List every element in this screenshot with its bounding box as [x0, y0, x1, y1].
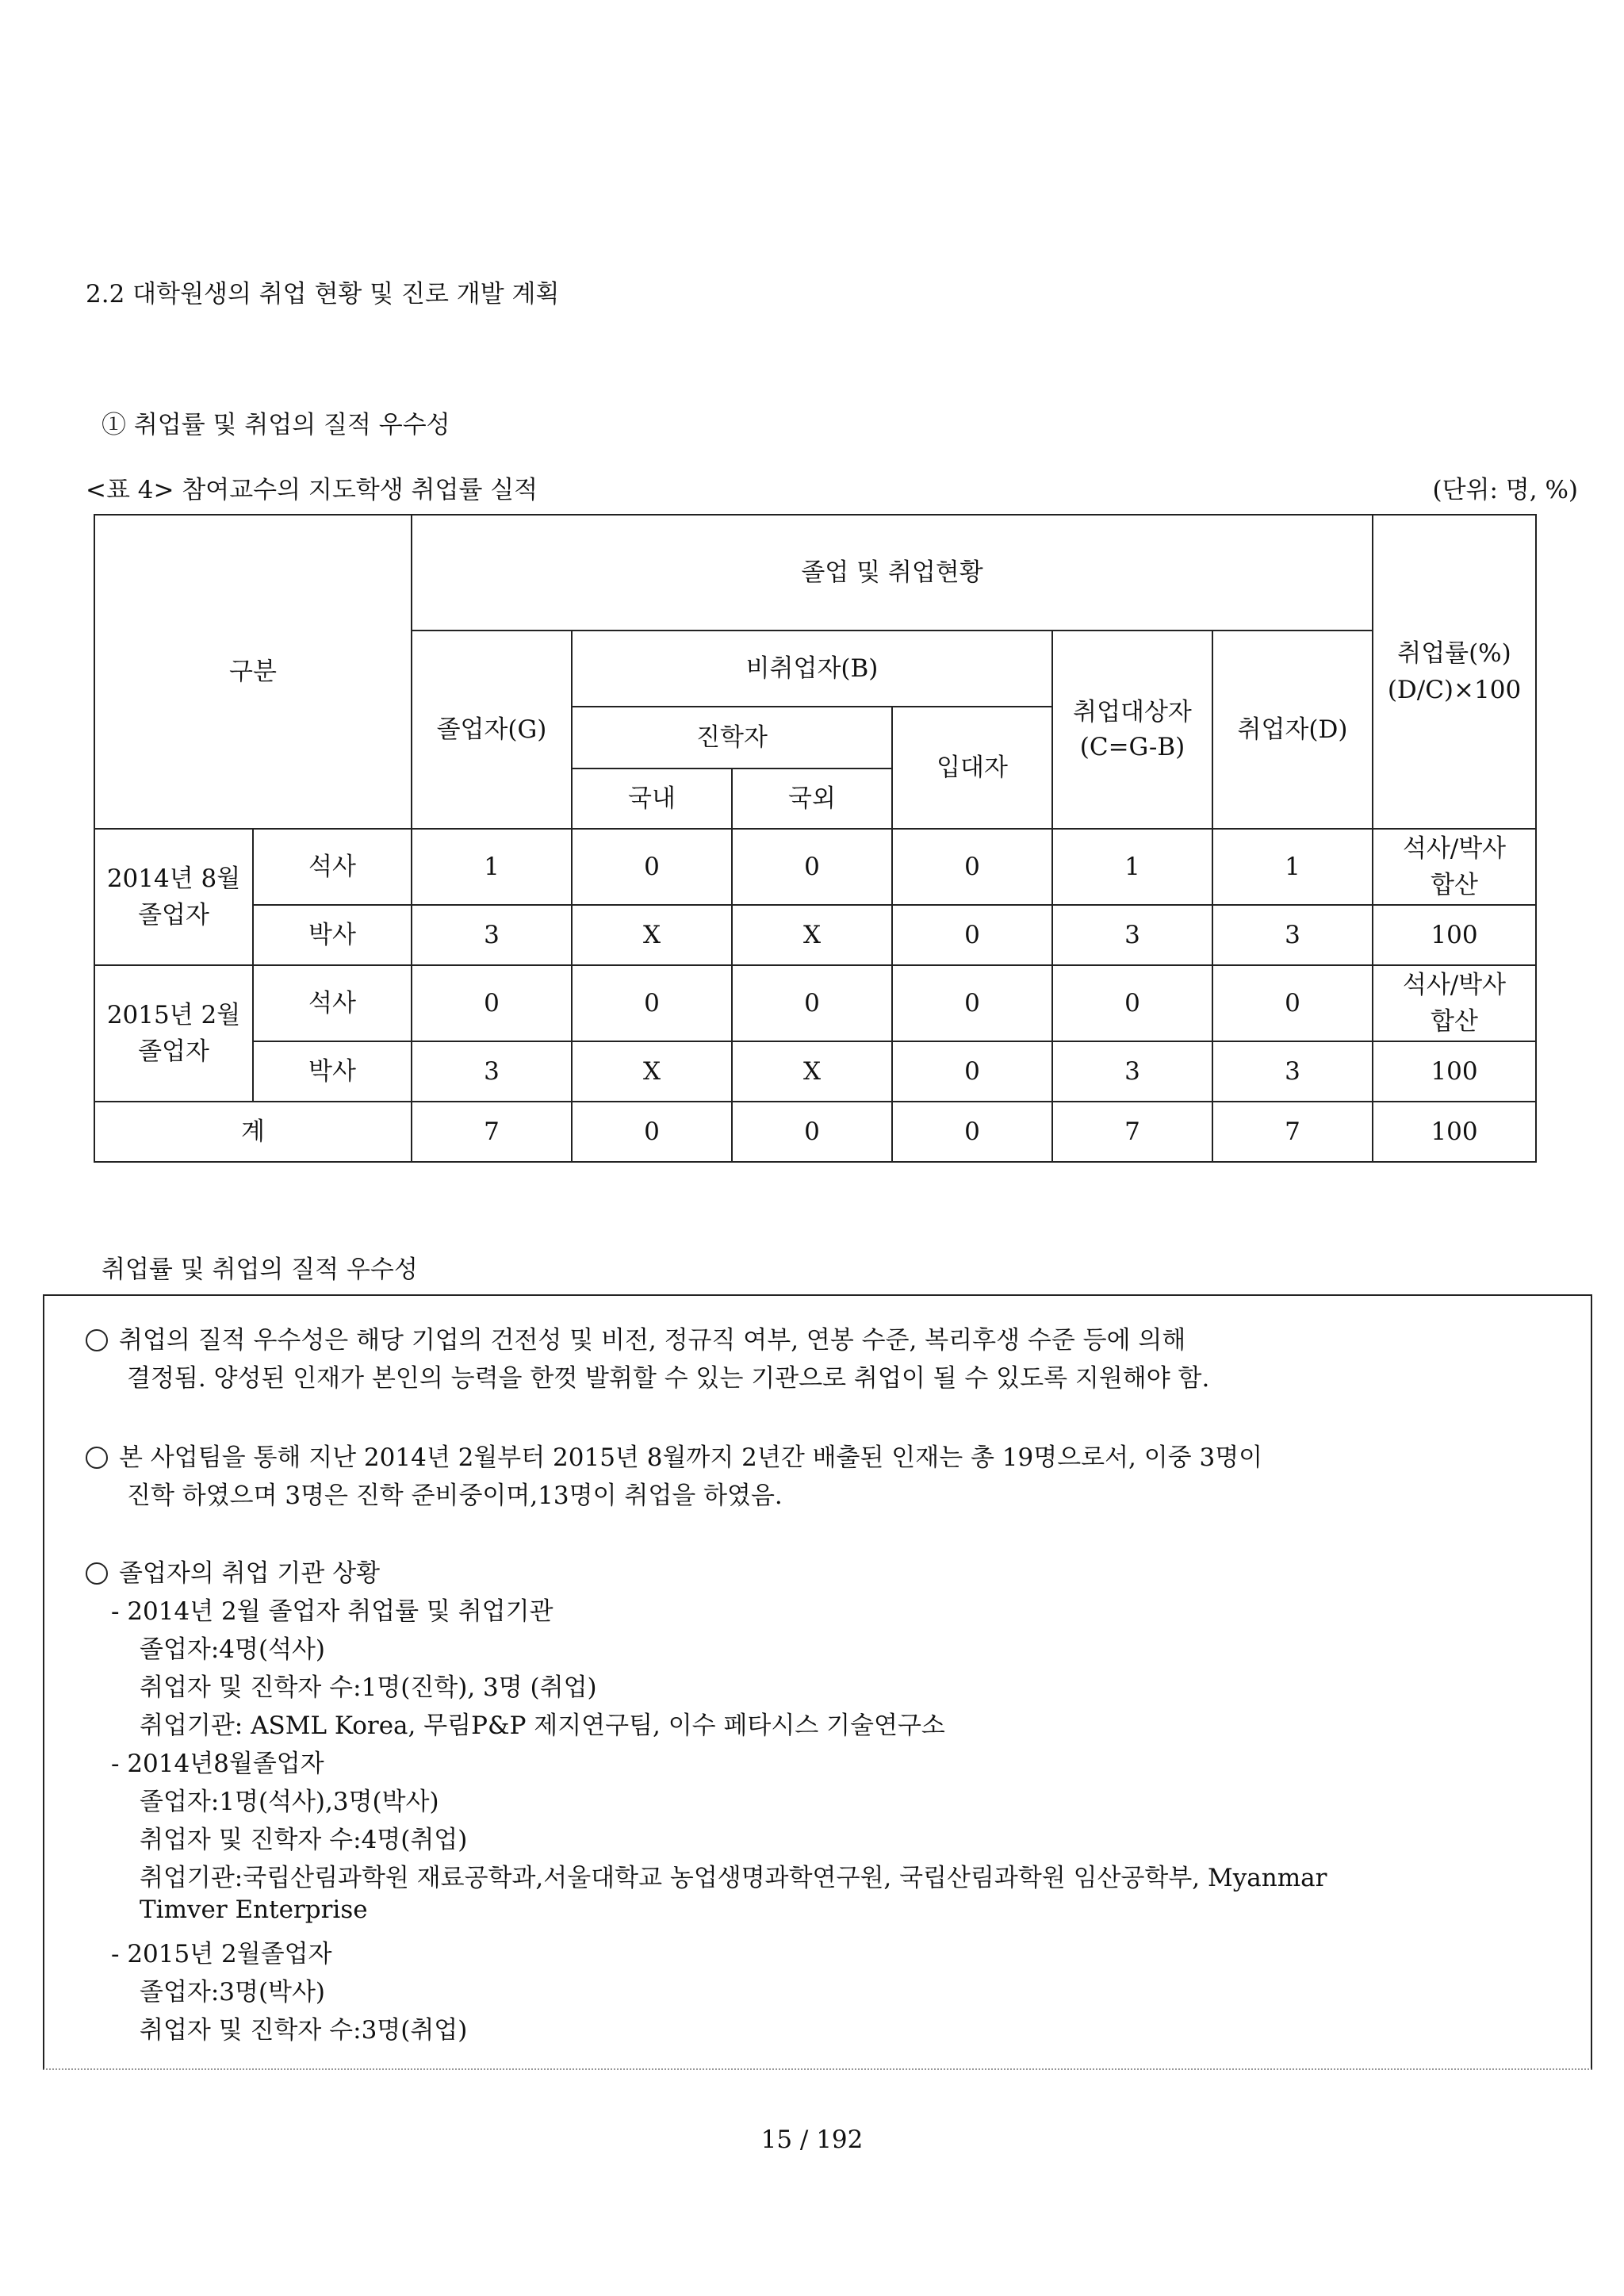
header-nonemployed: 비취업자(B): [572, 631, 1052, 707]
box-line: 취업자 및 진학자 수:1명(진학), 3명 (취업): [140, 1673, 597, 1702]
rate-cell: 100: [1373, 1102, 1536, 1162]
target-cell: 7: [1052, 1102, 1212, 1162]
employed-cell: 3: [1212, 905, 1373, 965]
degree-cell: 석사: [253, 829, 412, 905]
target-cell: 0: [1052, 965, 1212, 1041]
box-line: 취업기관:국립산림과학원 재료공학과,서울대학교 농업생명과학연구원, 국립산림과학원 임산공학부, Myanmar: [140, 1864, 1327, 1892]
box-line: 취업자 및 진학자 수:3명(취업): [140, 2016, 468, 2045]
header-graduates: 졸업자(G): [412, 631, 572, 829]
target-cell: 3: [1052, 905, 1212, 965]
overseas-cell: 0: [732, 965, 892, 1041]
header-rate: 취업률(%)(D/C)×100: [1373, 515, 1536, 829]
header-category: 구분: [94, 515, 412, 829]
graduates-cell: 7: [412, 1102, 572, 1162]
rate-cell: 석사/박사 합산: [1373, 965, 1536, 1041]
overseas-cell: 0: [732, 829, 892, 905]
box-line: 취업의 질적 우수성은 해당 기업의 건전성 및 비전, 정규직 여부, 연봉 수준, 복리후생 수준 등에 의해: [119, 1326, 1186, 1355]
rate-cell: 100: [1373, 905, 1536, 965]
header-employed: 취업자(D): [1212, 631, 1373, 829]
table-unit: (단위: 명, %): [1432, 476, 1578, 504]
page-number: 15 / 192: [760, 2125, 864, 2154]
domestic-cell: X: [572, 905, 732, 965]
graduates-cell: 3: [412, 905, 572, 965]
box-line: 본 사업팀을 통해 지난 2014년 2월부터 2015년 8월까지 2년간 배출된 인재는 총 19명으로서, 이중 3명이: [119, 1443, 1263, 1472]
rate-cell: 100: [1373, 1041, 1536, 1102]
box-line: 졸업자:3명(박사): [140, 1978, 326, 2007]
graduates-cell: 1: [412, 829, 572, 905]
target-cell: 1: [1052, 829, 1212, 905]
group-label: 2015년 2월 졸업자: [94, 965, 253, 1102]
header-target-line2: (C=G-B): [1079, 733, 1185, 761]
domestic-cell: X: [572, 1041, 732, 1102]
domestic-cell: 0: [572, 1102, 732, 1162]
employed-cell: 0: [1212, 965, 1373, 1041]
box-line: 졸업자의 취업 기관 상황: [119, 1559, 381, 1588]
graduates-cell: 0: [412, 965, 572, 1041]
box-line: - 2015년 2월졸업자: [111, 1940, 332, 1968]
box-line: Timver Enterprise: [140, 1895, 368, 1924]
rate-cell: 석사/박사 합산: [1373, 829, 1536, 905]
circle-bullet-icon: [86, 1329, 108, 1351]
description-box: [43, 1294, 1592, 2070]
overseas-cell: X: [732, 905, 892, 965]
military-cell: 0: [892, 1102, 1052, 1162]
overseas-cell: X: [732, 1041, 892, 1102]
degree-cell: 박사: [253, 1041, 412, 1102]
graduates-cell: 3: [412, 1041, 572, 1102]
section-title: 2.2 대학원생의 취업 현황 및 진로 개발 계획: [86, 280, 560, 309]
overseas-cell: 0: [732, 1102, 892, 1162]
bullet-paragraph-1: [86, 1320, 1185, 1355]
military-cell: 0: [892, 1041, 1052, 1102]
header-overseas: 국외: [732, 769, 892, 829]
bullet-paragraph-2: [86, 1437, 1262, 1473]
employed-cell: 1: [1212, 829, 1373, 905]
header-military: 입대자: [892, 707, 1052, 829]
box-line: 진학 하였으며 3명은 진학 준비중이며,13명이 취업을 하였음.: [127, 1481, 783, 1510]
employment-table: [94, 514, 1537, 1163]
table-caption: <표 4> 참여교수의 지도학생 취업률 실적: [86, 476, 538, 504]
total-label: 계: [94, 1102, 412, 1162]
bullet-paragraph-3: [86, 1553, 380, 1589]
header-domestic: 국내: [572, 769, 732, 829]
group-label: 2014년 8월 졸업자: [94, 829, 253, 965]
circle-bullet-icon: [86, 1562, 108, 1585]
box-line: 졸업자:1명(석사),3명(박사): [140, 1788, 439, 1816]
domestic-cell: 0: [572, 965, 732, 1041]
box-title: 취업률 및 취업의 질적 우수성: [102, 1255, 418, 1284]
box-line: 취업자 및 진학자 수:4명(취업): [140, 1826, 468, 1854]
header-further-study: 진학자: [572, 707, 892, 769]
box-line: - 2014년 2월 졸업자 취업률 및 취업기관: [111, 1597, 553, 1626]
header-status: 졸업 및 취업현황: [412, 515, 1373, 631]
box-line: - 2014년8월졸업자: [111, 1750, 324, 1778]
domestic-cell: 0: [572, 829, 732, 905]
military-cell: 0: [892, 965, 1052, 1041]
box-line: 졸업자:4명(석사): [140, 1635, 326, 1664]
employed-cell: 7: [1212, 1102, 1373, 1162]
degree-cell: 박사: [253, 905, 412, 965]
employed-cell: 3: [1212, 1041, 1373, 1102]
military-cell: 0: [892, 905, 1052, 965]
header-target: [1052, 631, 1212, 829]
subsection-title: ① 취업률 및 취업의 질적 우수성: [102, 411, 450, 439]
header-target-line1: 취업대상자: [1073, 698, 1192, 726]
box-line: 결정됨. 양성된 인재가 본인의 능력을 한껏 발휘할 수 있는 기관으로 취업이 될 수 있도록 지원해야 함.: [127, 1364, 1210, 1393]
degree-cell: 석사: [253, 965, 412, 1041]
circle-bullet-icon: [86, 1447, 108, 1469]
box-line: 취업기관: ASML Korea, 무림P&P 제지연구팀, 이수 페타시스 기술연구소: [140, 1711, 945, 1740]
target-cell: 3: [1052, 1041, 1212, 1102]
military-cell: 0: [892, 829, 1052, 905]
